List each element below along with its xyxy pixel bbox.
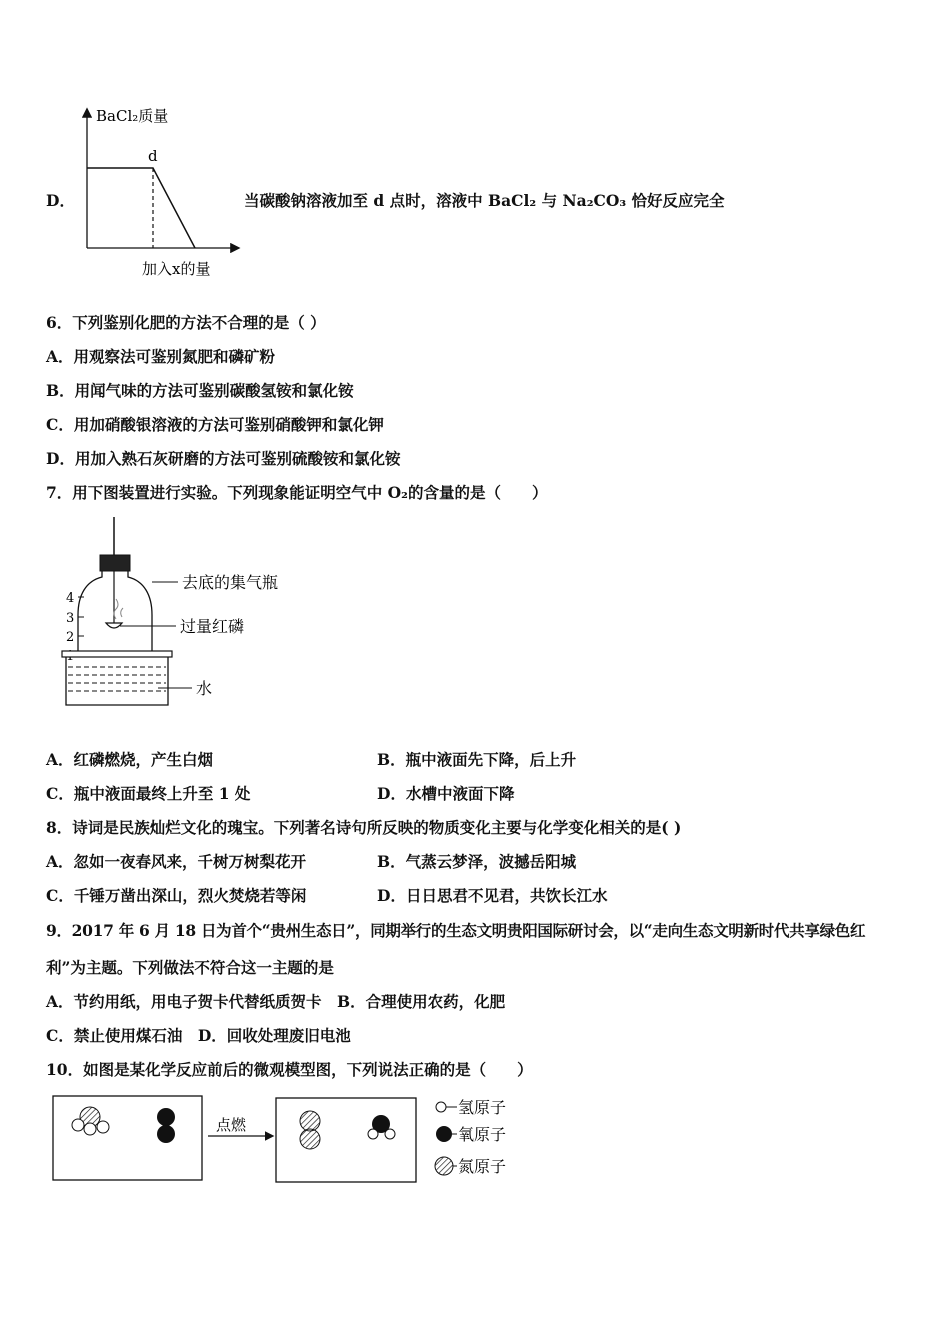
q6-option-a[interactable]: A．用观察法可鉴别氮肥和磷矿粉 (46, 347, 276, 366)
q8-stem: 8．诗词是民族灿烂文化的瑰宝。下列著名诗句所反映的物质变化主要与化学变化相关的是( ) (46, 818, 682, 837)
reactants-box (53, 1096, 202, 1180)
svg-text:氮原子: 氮原子 (458, 1157, 507, 1176)
q6-stem: 6．下列鉴别化肥的方法不合理的是（ ） (46, 313, 326, 332)
q10-stem: 10．如图是某化学反应前后的微观模型图，下列说法正确的是（ ） (46, 1060, 533, 1079)
arrow-label: 点燃 (216, 1116, 247, 1134)
q10-molecule-figure (50, 1092, 530, 1187)
products-box (276, 1098, 416, 1182)
label-phosphorus: 过量红磷 (180, 617, 245, 636)
legend-oxygen (436, 1125, 506, 1144)
x-axis-label: 加入x的量 (142, 260, 211, 278)
y-axis-label: BaCl₂质量 (96, 107, 169, 125)
stopper (100, 555, 130, 571)
scale-3: 3 (66, 611, 75, 626)
q9-options-line1[interactable]: A．节约用纸，用电子贺卡代替纸质贺卡 B．合理使用农药，化肥 (46, 992, 506, 1011)
q7-stem: 7．用下图装置进行实验。下列现象能证明空气中 O₂的含量的是（ ） (46, 483, 548, 502)
scale-2: 2 (66, 630, 75, 645)
label-water: 水 (196, 679, 213, 698)
svg-text:氧原子: 氧原子 (458, 1125, 507, 1144)
q5d-chart (60, 100, 250, 280)
legend-hydrogen (436, 1098, 506, 1117)
svg-text:氢原子: 氢原子 (458, 1098, 507, 1117)
q7-option-d[interactable]: D．水槽中液面下降 (377, 784, 515, 803)
data-line (87, 168, 195, 248)
combustion-spoon (106, 623, 122, 628)
q6-option-b[interactable]: B．用闻气味的方法可鉴别碳酸氢铵和氯化铵 (46, 381, 354, 400)
q9-options-line2[interactable]: C．禁止使用煤石油 D．回收处理废旧电池 (46, 1026, 351, 1045)
q8-option-b[interactable]: B．气蒸云梦泽，波撼岳阳城 (377, 852, 577, 871)
water-trough (66, 657, 168, 705)
q9-stem-line1: 9．2017 年 6 月 18 日为首个“贵州生态日”，同期举行的生态文明贵阳国际研讨会，以“走向生态文明新时代共享绿色红 (46, 921, 866, 940)
q6-option-c[interactable]: C．用加硝酸银溶液的方法可鉴别硝酸钾和氯化钾 (46, 415, 384, 434)
q8-option-a[interactable]: A．忽如一夜春风来，千树万树梨花开 (46, 852, 307, 871)
q7-apparatus-figure (58, 515, 308, 715)
q7-option-c[interactable]: C．瓶中液面最终上升至 1 处 (46, 784, 251, 803)
q5-option-d-label: D． (46, 191, 75, 210)
q5-option-d-statement: 当碳酸钠溶液加至 d 点时，溶液中 BaCl₂ 与 Na₂CO₃ 恰好反应完全 (244, 191, 725, 210)
q7-option-b[interactable]: B．瓶中液面先下降，后上升 (377, 750, 577, 769)
legend-nitrogen (435, 1157, 506, 1176)
q8-option-c[interactable]: C．千锤万凿出深山，烈火焚烧若等闲 (46, 886, 307, 905)
q8-option-d[interactable]: D．日日思君不见君，共饮长江水 (377, 886, 608, 905)
q9-stem-line2: 利”为主题。下列做法不符合这一主题的是 (46, 958, 334, 977)
point-d-label: d (148, 147, 158, 165)
q6-option-d[interactable]: D．用加入熟石灰研磨的方法可鉴别硫酸铵和氯化铵 (46, 449, 401, 468)
bottomless-bottle (78, 571, 152, 655)
label-bottle: 去底的集气瓶 (182, 573, 279, 592)
scale-4: 4 (66, 591, 75, 606)
q7-option-a[interactable]: A．红磷燃烧，产生白烟 (46, 750, 214, 769)
water-surface (68, 667, 166, 691)
water-trough-rim (62, 651, 172, 657)
